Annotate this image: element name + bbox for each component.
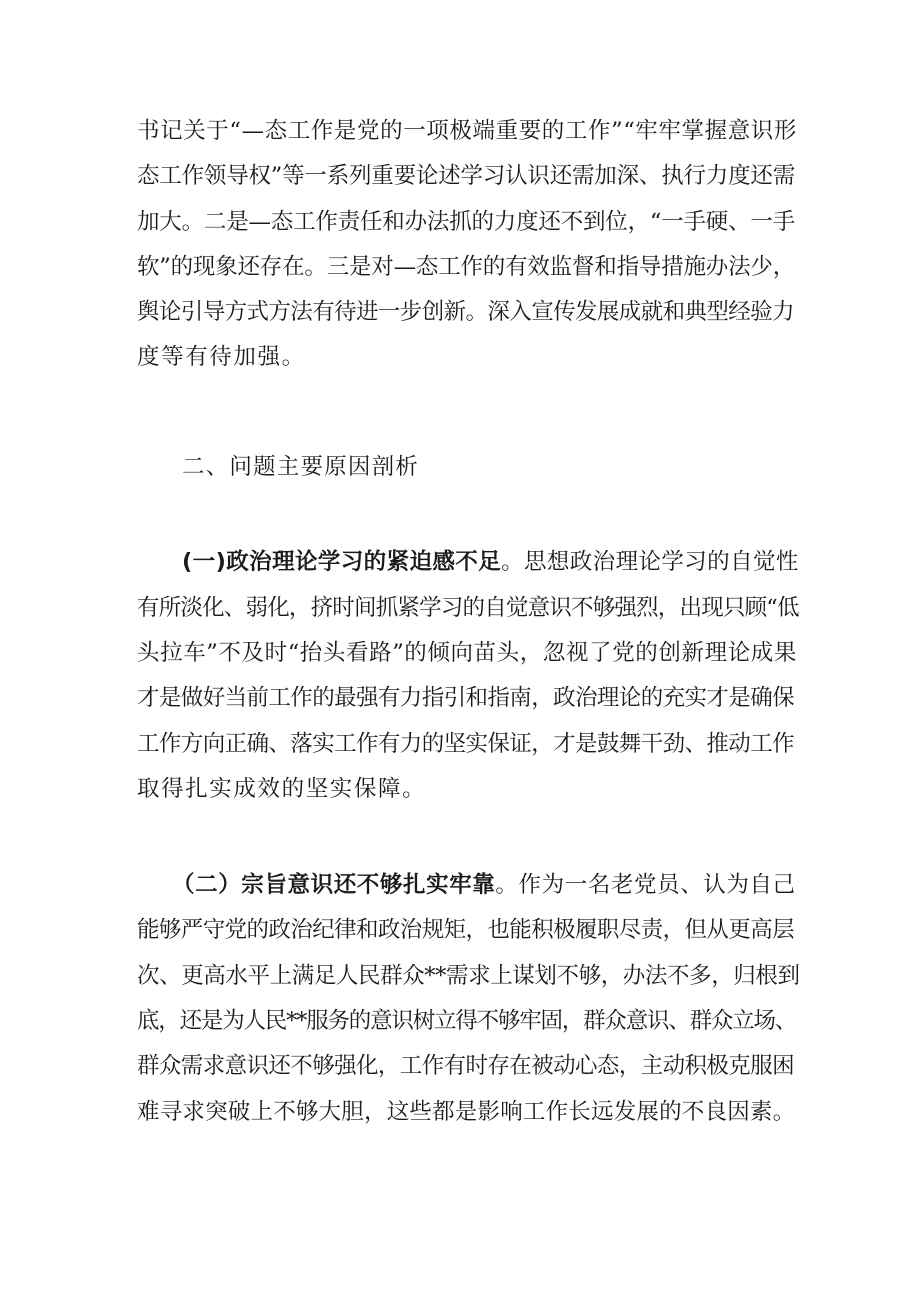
text-line: 才是做好当前工作的最强有力指引和指南，政治理论的充实才是确保 [137,685,795,711]
text-line: 软”的现象还存在。三是对—态工作的有效监督和指导措施办法少， [137,254,796,280]
text-line: 难寻求突破上不够大胆，这些都是影响工作长远发展的不良因素。 [137,1099,796,1125]
text-line: 次、更高水平上满足人民群众**需求上谋划不够，办法不多，归根到 [137,963,800,989]
paragraph-first-line [172,870,796,900]
paragraph-lead-heading: （二）宗旨意识还不够扎实牢靠 [172,872,496,898]
text-line: 群众需求意识还不够强化，工作有时存在被动心态，主动积极克服困 [137,1053,795,1079]
text-line: 能够严守党的政治纪律和政治规矩，也能积极履职尽责，但从更高层 [137,917,795,943]
text-line: 舆论引导方式方法有待进一步创新。深入宣传发展成就和典型经验力 [137,299,795,325]
text-line: 有所淡化、弱化，挤时间抓紧学习的自觉意识不够强烈，出现只顾“低 [137,595,799,621]
paragraph-lead-heading: (一)政治理论学习的紧迫感不足 [182,549,502,575]
text-line: 工作方向正确、落实工作有力的坚实保证，才是鼓舞干劲、推动工作 [137,731,795,757]
text-line: 度等有待加强。 [137,344,306,370]
text-line: 底，还是为人民**服务的意识树立得不够牢固，群众意识、群众立场、 [137,1008,797,1034]
text-line: 取得扎实成效的坚实保障。 [137,776,427,802]
text-line: 态工作领导权”等一系列重要论述学习认识还需加深、执行力度还需 [137,163,796,189]
paragraph-first-line [182,547,799,577]
text-line: 书记关于“—态工作是党的一项极端重要的工作”“牢牢掌握意识形 [137,118,798,144]
section-heading: 二、问题主要原因剖析 [182,454,420,480]
text-line: 加大。二是—态工作责任和办法抓的力度还不到位，“一手硬、一手 [137,209,796,235]
text-line: 头拉车”不及时“抬头看路”的倾向苗头，忽视了党的创新理论成果 [137,640,798,666]
paragraph-lead-text: 。思想政治理论学习的自觉性 [501,549,799,575]
paragraph-lead-text: 。作为一名老党员、认为自己 [495,872,796,898]
